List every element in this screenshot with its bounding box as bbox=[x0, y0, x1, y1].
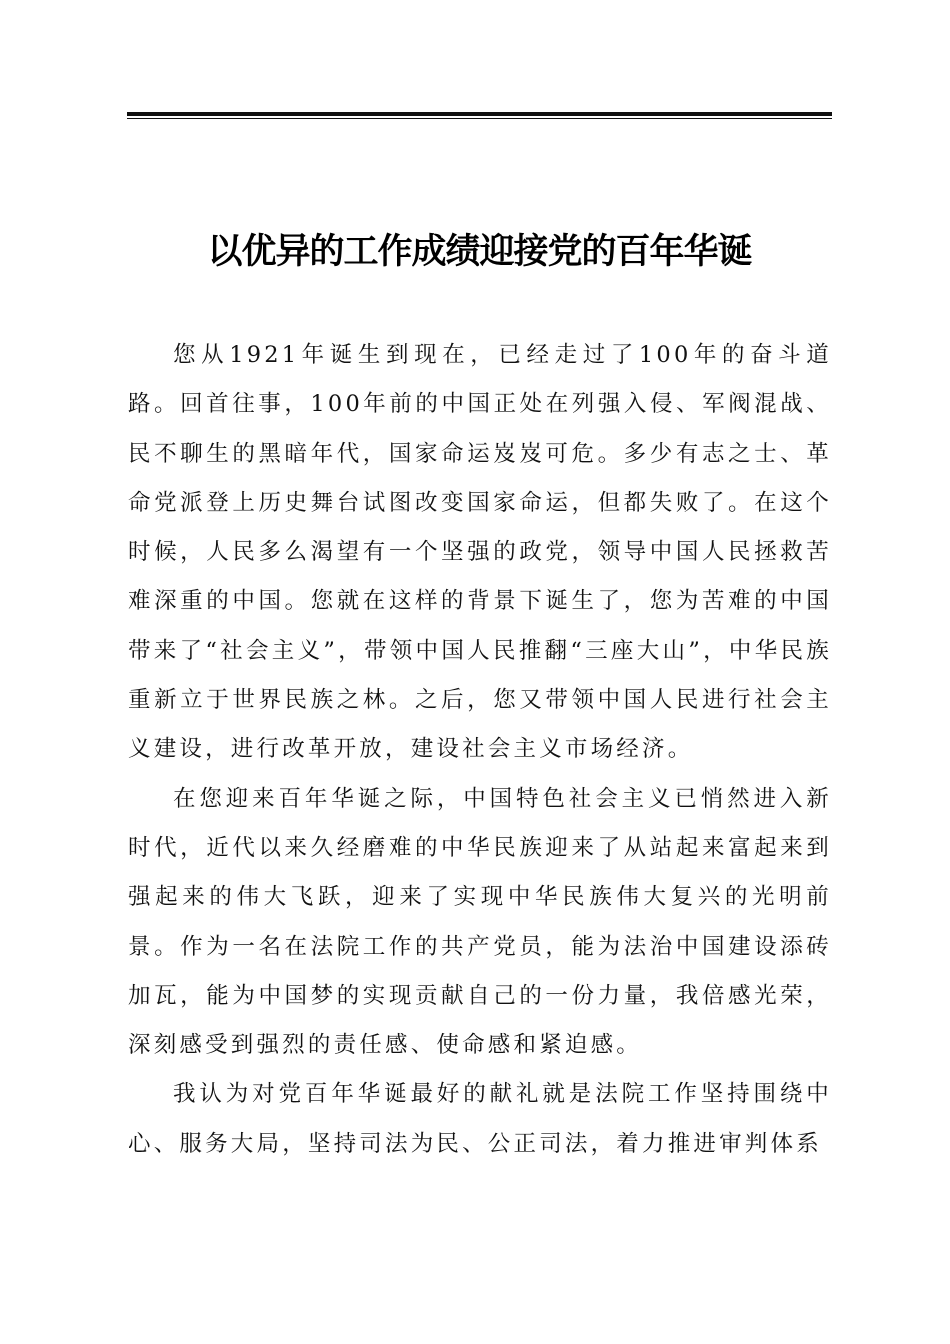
paragraph-1: 您从1921年诞生到现在，已经走过了100年的奋斗道路。回首往事，100年前的中国正处在列强入侵、军阀混战、民不聊生的黑暗年代，国家命运岌岌可危。多少有志之士、革命党派登上历史舞台试图改变国家命运，但都失败了。在这个时候，人民多么渴望有一个坚强的政党，领导中国人民拯救苦难深重的中国。您就在这样的背景下诞生了，您为苦难的中国带来了“社会主义”，带领中国人民推翻“三座大山”，中华民族重新立于世界民族之林。之后，您又带领中国人民进行社会主义建设，进行改革开放，建设社会主义市场经济。 bbox=[128, 342, 832, 763]
document-body bbox=[128, 331, 832, 1169]
paragraph-2: 在您迎来百年华诞之际，中国特色社会主义已悄然进入新时代，近代以来久经磨难的中华民族迎来了从站起来富起来到强起来的伟大飞跃，迎来了实现中华民族伟大复兴的光明前景。作为一名在法院工作的共产党员，能为法治中国建设添砖加瓦，能为中国梦的实现贡献自己的一份力量，我倍感光荣，深刻感受到强烈的责任感、使命感和紧迫感。 bbox=[128, 785, 832, 1059]
document-title: 以优异的工作成绩迎接党的百年华诞 bbox=[207, 232, 752, 272]
paragraph-3: 我认为对党百年华诞最好的献礼就是法院工作坚持围绕中心、服务大局，坚持司法为民、公正司法，着力推进审判体系 bbox=[128, 1081, 832, 1157]
header-rule-thin bbox=[127, 118, 832, 119]
header-double-rule bbox=[127, 112, 832, 119]
